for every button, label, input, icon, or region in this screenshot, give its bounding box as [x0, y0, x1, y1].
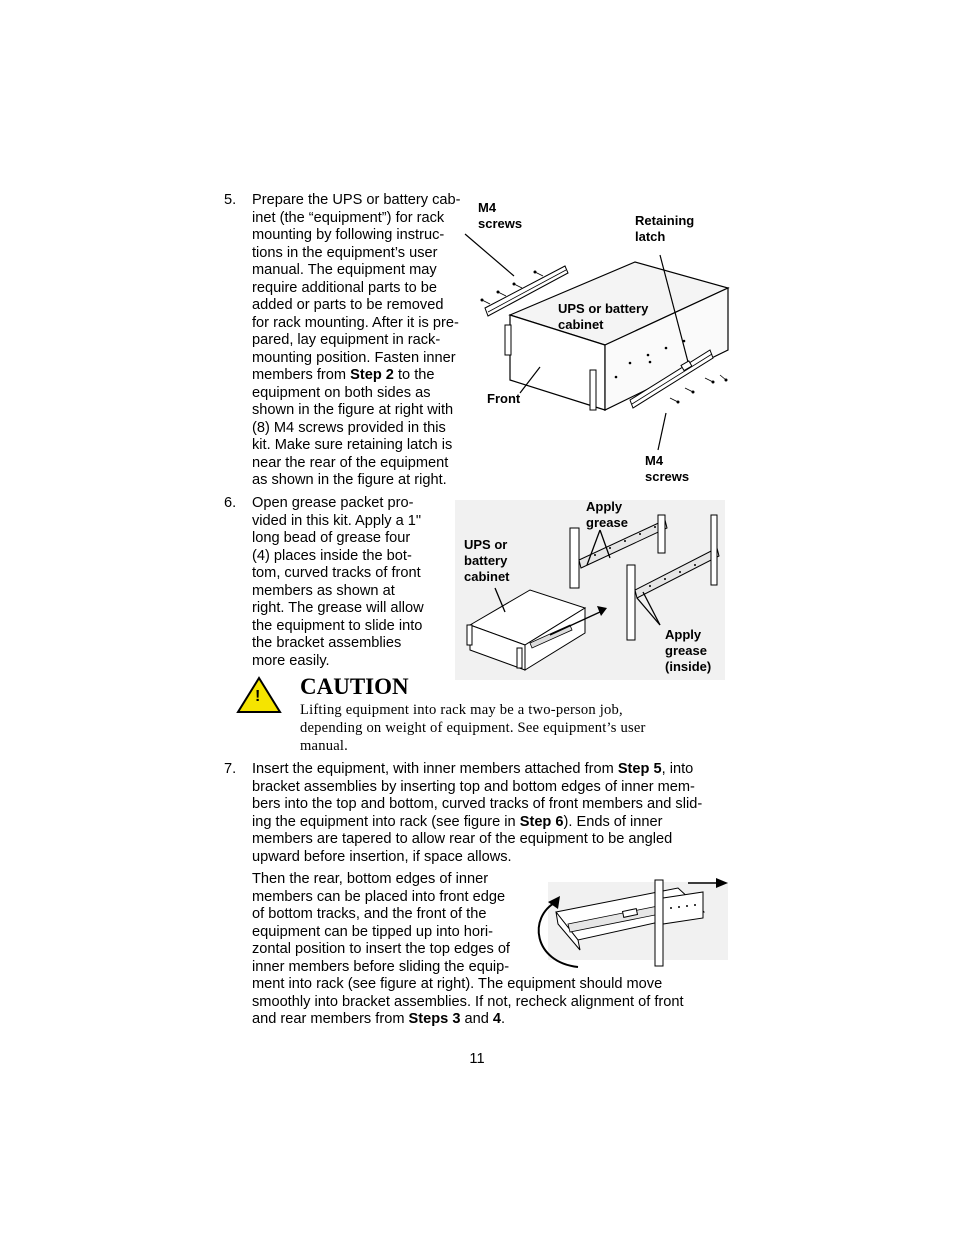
label-line: battery [464, 553, 508, 568]
label-line: cabinet [464, 569, 510, 584]
step-5-line: near the rear of the equipment [252, 454, 449, 471]
step-6-line: Open grease packet pro- [252, 495, 414, 511]
step-5-number: 5. [224, 192, 237, 208]
step-6-line: right. The grease will allow [252, 600, 424, 616]
label-line: grease [665, 643, 707, 658]
step-6-line: tom, curved tracks of front [252, 565, 421, 581]
caution-text [300, 701, 646, 755]
label-line: Apply [665, 627, 702, 642]
step-7-line: Then the rear, bottom edges of inner [252, 871, 489, 887]
step-7-line: members are tapered to allow rear of the equipment to be angled [252, 831, 673, 847]
label-line: grease [586, 515, 628, 530]
step-6-line: (4) places inside the bot- [252, 547, 412, 564]
step-7-line: upward before insertion, if space allows. [252, 848, 512, 865]
step-5-line: as shown in the figure at right. [252, 472, 447, 488]
label-line: Retaining [635, 213, 695, 228]
step-6-line: members as shown at [252, 582, 395, 599]
step-5-line: added or parts to be removed [252, 297, 444, 313]
step-5-line: (8) M4 screws provided in this [252, 419, 446, 436]
caution-line: manual. [300, 738, 349, 754]
caution-line: depending on weight of equipment. See equipment’s user [300, 720, 646, 736]
step-7-line [252, 761, 732, 779]
label-apply-grease-inside [665, 627, 711, 675]
step-5-reference: Step 5 [617, 761, 662, 777]
step-6-line: long bead of grease four [252, 530, 411, 546]
step-5-line: for rack mounting. After it is pre- [252, 314, 459, 331]
step-6-line: the equipment to slide into [252, 617, 423, 634]
label-line: UPS or battery [558, 301, 649, 316]
text-run: and [460, 1011, 493, 1027]
step-7-line [252, 1011, 732, 1029]
step-6-line: the bracket assemblies [252, 635, 402, 651]
label-line: M4 [478, 200, 497, 215]
step-6-line: vided in this kit. Apply a 1" [252, 512, 422, 529]
step-5-line: mounting by following instruc- [252, 227, 445, 243]
step-5-line: equipment on both sides as [252, 384, 431, 401]
step-6-number: 6. [224, 495, 237, 511]
step-5-line: pared, lay equipment in rack- [252, 332, 441, 348]
step-7-line: bers into the top and bottom, curved tracks of front members and slid- [252, 796, 703, 812]
step-5-line: require additional parts to be [252, 279, 437, 296]
label-line: Apply [586, 499, 623, 514]
warning-exclamation: ! [255, 688, 261, 705]
label-line: M4 [645, 453, 664, 468]
label-apply-grease [586, 499, 628, 531]
step-5-line: mounting position. Fasten inner [252, 349, 456, 366]
label-line: screws [645, 469, 690, 484]
text-run: and rear members from [252, 1011, 409, 1027]
step-6-text [252, 495, 452, 670]
step-5-line: shown in the figure at right with [252, 402, 454, 418]
text-run: . [501, 1011, 506, 1027]
label-front: Front [487, 391, 521, 406]
step-5-line-pre: members from [252, 367, 351, 383]
step-7-line: ment into rack (see figure at right). The equipment should move [252, 976, 663, 992]
label-m4-screws-top [478, 200, 522, 232]
label-line: (inside) [665, 659, 712, 674]
step-6-reference: Step 6 [519, 813, 564, 830]
text-run: ing the equipment into rack (see figure in [252, 813, 520, 830]
step-7-line: members can be placed into front edge [252, 888, 506, 905]
step-2-reference: Step 2 [350, 367, 394, 383]
label-ups-cabinet [558, 301, 648, 333]
step-5-line: tions in the equipment’s user [252, 244, 438, 261]
step-7-line: of bottom tracks, and the front of the [252, 906, 487, 922]
cabinet-mounting-illustration [470, 200, 740, 490]
text-run: ). Ends of inner [563, 813, 663, 830]
label-m4-screws-bottom [645, 453, 689, 485]
step-7-line: smoothly into bracket assemblies. If not, recheck alignment of front [252, 993, 684, 1010]
label-ups-battery-cabinet [464, 537, 510, 585]
label-retaining-latch [635, 213, 694, 245]
step-5-line: kit. Make sure retaining latch is [252, 437, 453, 453]
steps-3-reference: Steps 3 [408, 1011, 461, 1027]
text-run: Insert the equipment, with inner members attached from [252, 761, 618, 777]
text-run: , into [661, 761, 694, 777]
step-5-line: Prepare the UPS or battery cab- [252, 192, 461, 208]
label-line: cabinet [558, 317, 604, 332]
step-5-line [252, 367, 477, 385]
page-number: 11 [469, 1051, 485, 1067]
label-line: UPS or [464, 537, 508, 552]
step-7-line: equipment can be tipped up into hori- [252, 923, 493, 940]
step-5-line: inet (the “equipment”) for rack [252, 209, 445, 226]
label-line: screws [478, 216, 523, 231]
step-6-line: more easily. [252, 652, 330, 669]
step-7-line [252, 814, 732, 832]
step-7-line: bracket assemblies by inserting top and bottom edges of inner mem- [252, 778, 695, 795]
step-5-line-post: to the [393, 367, 435, 383]
step-7-line: inner members before sliding the equip- [252, 958, 510, 975]
caution-line: Lifting equipment into rack may be a two-person job, [300, 702, 623, 718]
step-7-line: zontal position to insert the top edges of [252, 941, 510, 957]
step-7-paragraph-1 [252, 761, 732, 866]
step-7-number: 7. [224, 761, 237, 777]
tilt-insertion-illustration [528, 872, 730, 972]
step-5-line: manual. The equipment may [252, 262, 437, 278]
step-5-text [252, 192, 477, 490]
step-4-reference: 4 [492, 1011, 502, 1027]
label-line: latch [635, 229, 666, 244]
caution-title: CAUTION [300, 674, 409, 699]
